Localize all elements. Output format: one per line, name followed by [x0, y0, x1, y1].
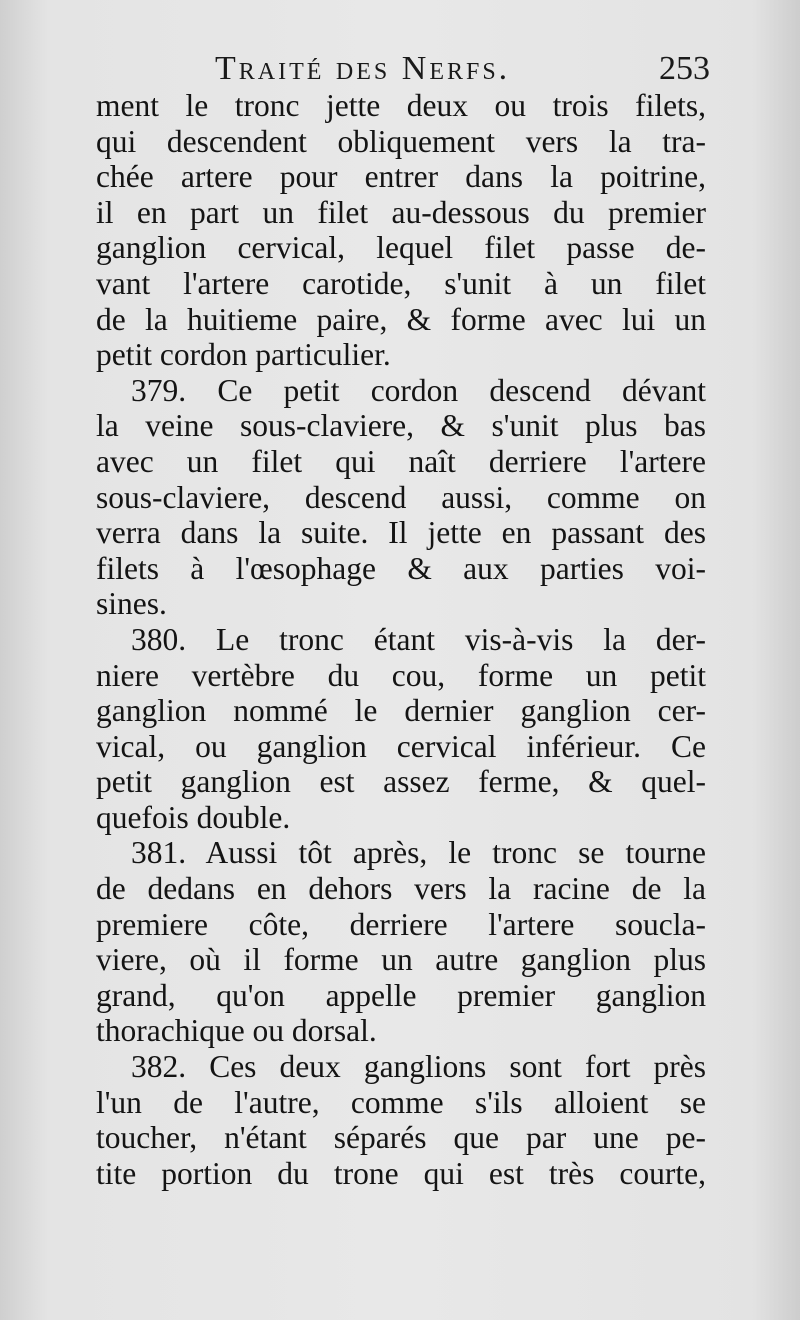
paragraph-379-start: 379. Ce petit cordon descend dévant — [131, 372, 706, 408]
text-line: sines. — [96, 586, 167, 622]
text-line: la veine sous-claviere, & s'unit plus bas — [96, 408, 706, 444]
paragraph-381-start: 381. Aussi tôt après, le tronc se tourne — [131, 835, 706, 871]
text-line: grand, qu'on appelle premier ganglion — [96, 977, 706, 1013]
text-line: il en part un filet au-dessous du premier — [96, 194, 706, 230]
page-header — [215, 46, 710, 92]
text-line: de la huitieme paire, & forme avec lui un — [96, 301, 706, 337]
running-title: Traité des Nerfs. — [215, 50, 511, 87]
text-line: l'un de l'autre, comme s'ils alloient se — [96, 1084, 706, 1120]
text-line: ment le tronc jette deux ou trois filets, — [96, 88, 706, 123]
text-line: ganglion cervical, lequel filet passe de- — [96, 230, 706, 266]
paragraph-380-start: 380. Le tronc étant vis-à-vis la der- — [131, 621, 706, 657]
text-line: thorachique ou dorsal. — [96, 1013, 377, 1049]
text-line: tite portion du trone qui est très courte, — [96, 1155, 706, 1191]
text-line: premiere côte, derriere l'artere soucla- — [96, 906, 706, 942]
text-line: de dedans en dehors vers la racine de la — [96, 871, 706, 907]
text-line: chée artere pour entrer dans la poitrine, — [96, 159, 706, 195]
body-text — [96, 88, 706, 1191]
text-line: vant l'artere carotide, s'unit à un filet — [96, 265, 706, 301]
page-number: 253 — [659, 50, 710, 87]
text-line: avec un filet qui naît derriere l'artere — [96, 443, 706, 479]
text-line: vical, ou ganglion cervical inférieur. Ce — [96, 728, 706, 764]
text-line: petit ganglion est assez ferme, & quel- — [96, 764, 706, 800]
text-line: sous-claviere, descend aussi, comme on — [96, 479, 706, 515]
text-line: verra dans la suite. Il jette en passant des — [96, 515, 706, 551]
text-line: ganglion nommé le dernier ganglion cer- — [96, 693, 706, 729]
text-line: petit cordon particulier. — [96, 337, 391, 373]
text-line: quefois double. — [96, 799, 291, 835]
text-line: qui descendent obliquement vers la tra- — [96, 123, 706, 159]
text-line: niere vertèbre du cou, forme un petit — [96, 657, 706, 693]
paragraph-382-start: 382. Ces deux ganglions sont fort près — [131, 1049, 706, 1085]
text-line: viere, où il forme un autre ganglion plus — [96, 942, 706, 978]
text-line: toucher, n'étant séparés que par une pe- — [96, 1120, 706, 1156]
text-line: filets à l'œsophage & aux parties voi- — [96, 550, 706, 586]
